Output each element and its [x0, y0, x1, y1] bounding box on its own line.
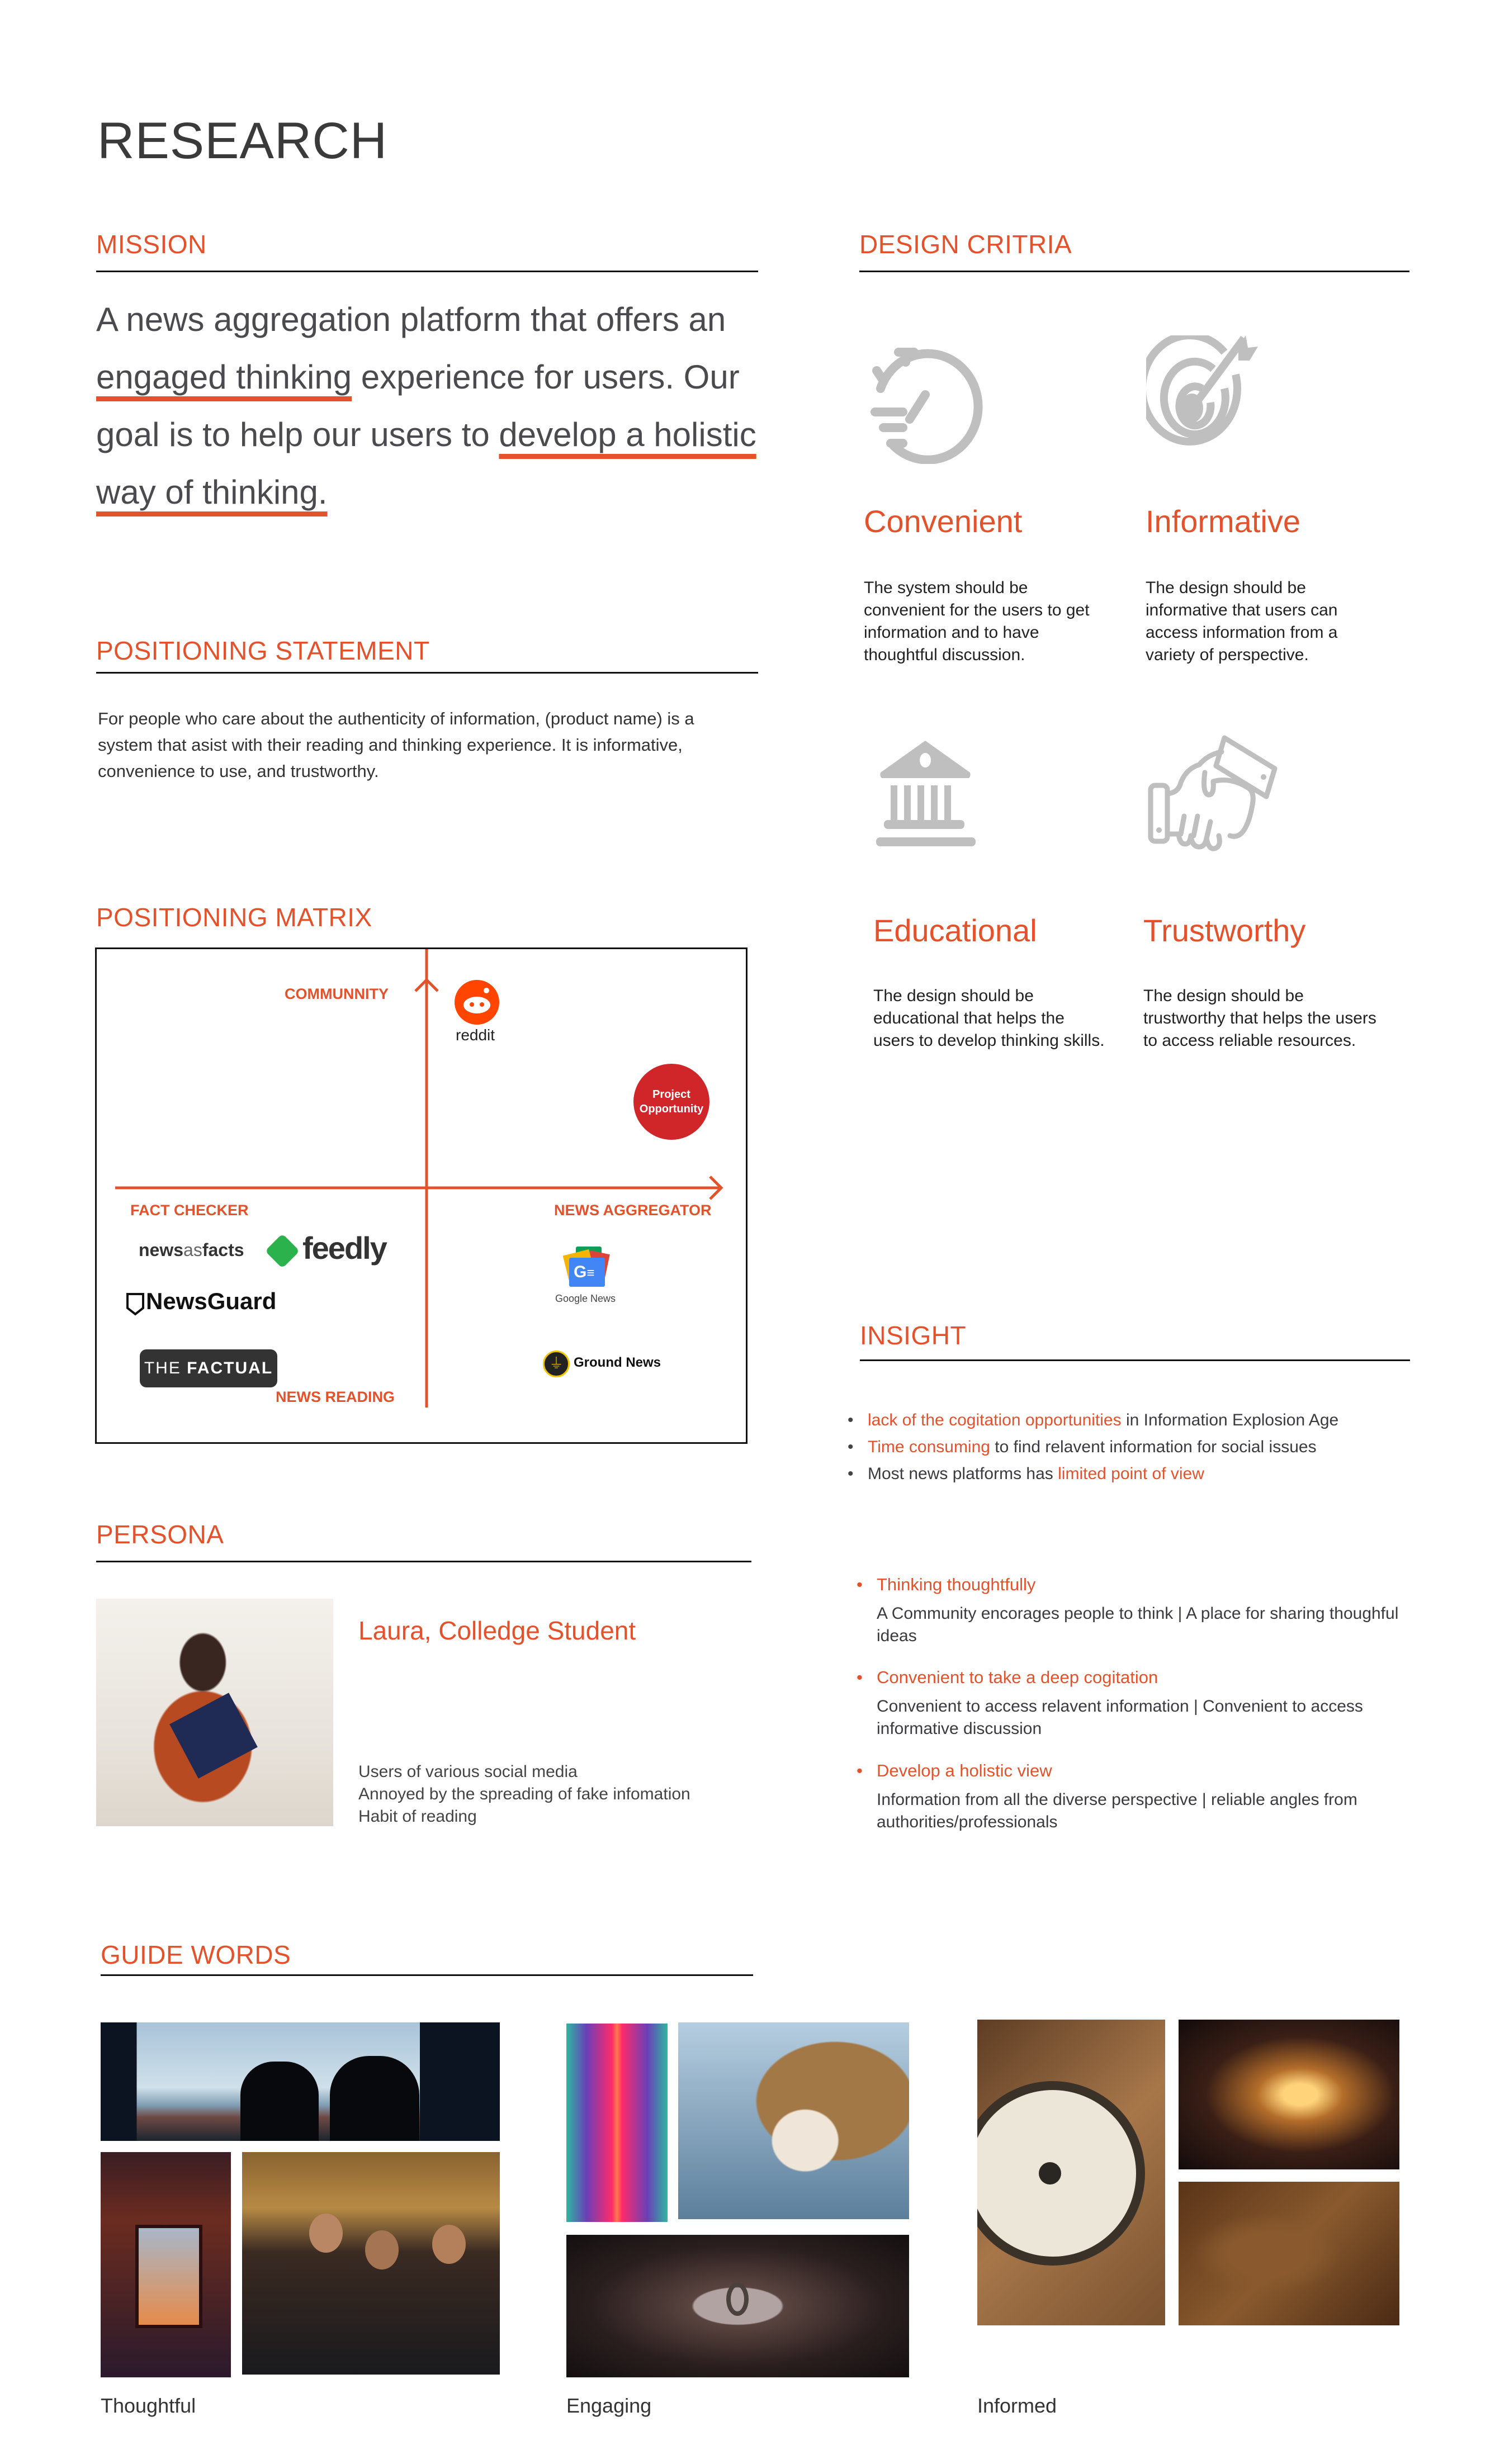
guide-image-audience: [242, 2152, 500, 2375]
insight-problem-item: [845, 1461, 1460, 1487]
guide-words-divider: [101, 1974, 753, 1976]
positioning-matrix-heading: POSITIONING MATRIX: [96, 903, 372, 932]
page-title: RESEARCH: [97, 112, 388, 169]
insight-problems-list: [845, 1407, 1460, 1487]
guide-image-owl: [678, 2022, 909, 2219]
benefit-title: • Thinking thoughtfully: [855, 1575, 1414, 1595]
guide-image-silhouettes: [101, 2022, 500, 2141]
criteria-desc-trustworthy: The design should be trustworthy that helps the users to access reliable resources.: [1143, 987, 1376, 1050]
insight-highlight: Time consuming: [868, 1438, 990, 1456]
insight-problem-item: [845, 1434, 1460, 1461]
insight-text: Most news platforms has: [868, 1465, 1058, 1483]
criteria-desc-convenient: The system should be convenient for the users to get information and to have thoughtful discussion.: [864, 579, 1090, 664]
criteria-title-informative: Informative: [1146, 504, 1300, 539]
criteria-desc-informative: The design should be informative that users can access information from a variety of perspective.: [1146, 579, 1338, 664]
benefit-desc: Information from all the diverse perspective | reliable angles from authorities/professionals: [877, 1790, 1357, 1831]
feedly-wordmark: feedly: [302, 1230, 386, 1266]
insight-problem-item: [845, 1407, 1460, 1434]
the-factual-logo: [140, 1349, 277, 1387]
axis-label-fact-checker: FACT CHECKER: [130, 1202, 249, 1219]
persona-divider: [96, 1561, 751, 1562]
benefit-item-thinking-thoughtfully: [855, 1575, 1414, 1647]
stopwatch-icon: [864, 335, 992, 464]
newsguard-wordmark: NewsGuard: [146, 1288, 277, 1314]
insight-heading: INSIGHT: [860, 1321, 967, 1350]
guide-words-heading: GUIDE WORDS: [101, 1940, 291, 1969]
criteria-title-educational: Educational: [873, 913, 1037, 948]
reddit-wordmark: reddit: [456, 1026, 495, 1044]
benefit-item-holistic-view: [855, 1761, 1414, 1833]
target-icon: [1146, 335, 1275, 464]
mission-text-1: A news aggregation platform that offers an: [96, 301, 726, 338]
mission-heading: MISSION: [96, 230, 207, 259]
persona-trait: Habit of reading: [358, 1807, 477, 1826]
insight-text: to find relavent information for social issues: [990, 1438, 1317, 1456]
ground-news-wordmark: Ground News: [574, 1355, 661, 1370]
guide-word-label: Engaging: [566, 2394, 652, 2417]
benefit-desc: Convenient to access relavent information | Convenient to access informative discussion: [877, 1697, 1363, 1738]
benefit-desc: A Community encorages people to think | A place for sharing thoughful ideas: [877, 1604, 1399, 1645]
institution-icon: [869, 738, 987, 850]
google-news-wordmark: Google News: [555, 1293, 616, 1304]
design-criteria-heading: DESIGN CRITRIA: [859, 230, 1072, 259]
newsasfacts-part-as: as: [183, 1240, 202, 1260]
mission-divider: [96, 271, 758, 272]
persona-trait: Annoyed by the spreading of fake infomation: [358, 1785, 690, 1803]
positioning-statement-heading: POSITIONING STATEMENT: [96, 636, 430, 665]
guide-image-library: [1179, 2182, 1399, 2325]
google-news-glyph: G: [574, 1263, 587, 1281]
project-opportunity-line2: Opportunity: [639, 1103, 704, 1115]
mission-highlight-engaged-thinking: engaged thinking: [96, 358, 352, 396]
persona-book-image: [169, 1693, 258, 1778]
positioning-statement-divider: [96, 672, 758, 674]
project-opportunity-marker: [633, 1064, 709, 1140]
persona-traits: [358, 1761, 690, 1828]
positioning-matrix: [95, 947, 748, 1444]
positioning-statement-text: For people who care about the authenticity of information, (product name) is a system that asist with their reading and thinking experience. It is informative, convenience to use, and trustworthy.: [98, 709, 694, 781]
newsguard-shield-icon: [126, 1292, 145, 1316]
persona-heading: PERSONA: [96, 1520, 224, 1549]
axis-label-news-reading: NEWS READING: [276, 1389, 395, 1405]
benefit-item-deep-cogitation: [855, 1667, 1414, 1740]
axis-label-news-aggregator: NEWS AGGREGATOR: [554, 1202, 712, 1219]
persona-photo: [96, 1599, 333, 1826]
reddit-logo-icon: [455, 980, 499, 1025]
benefit-title: • Convenient to take a deep cogitation: [855, 1667, 1414, 1688]
mission-highlight-holistic: develop a holistic way of thinking.: [96, 416, 756, 511]
google-news-logo-icon: G≡: [565, 1247, 609, 1289]
criteria-title-trustworthy: Trustworthy: [1143, 913, 1306, 948]
guide-image-compass: [977, 2020, 1165, 2325]
axis-label-community: COMMUNNITY: [285, 985, 389, 1002]
insight-text: in Information Explosion Age: [1121, 1411, 1339, 1429]
guide-image-window: [101, 2152, 231, 2377]
guide-image-neon-corridor: [566, 2024, 668, 2222]
newsasfacts-part-facts: facts: [202, 1240, 244, 1260]
project-opportunity-line1: Project: [652, 1088, 690, 1101]
persona-trait: Users of various social media: [358, 1762, 578, 1781]
criteria-desc-educational: The design should be educational that helps the users to develop thinking skills.: [873, 987, 1105, 1050]
criteria-title-convenient: Convenient: [864, 504, 1023, 539]
guide-image-tunnel: [566, 2235, 909, 2377]
newsasfacts-part-news: news: [139, 1240, 184, 1260]
handshake-icon: [1146, 732, 1291, 861]
the-factual-part-factual: FACTUAL: [187, 1359, 273, 1377]
guide-image-light-installation: [1179, 2020, 1399, 2169]
mission-statement: [96, 291, 767, 521]
design-criteria-divider: [859, 271, 1409, 272]
insight-highlight: lack of the cogitation opportunities: [868, 1411, 1122, 1429]
persona-name: Laura, Colledge Student: [358, 1616, 636, 1645]
ground-news-logo-icon: ⏚: [543, 1351, 570, 1377]
guide-word-label: Thoughtful: [101, 2394, 196, 2417]
the-factual-part-the: THE: [144, 1359, 181, 1377]
guide-word-label: Informed: [977, 2394, 1057, 2417]
insight-highlight: limited point of view: [1058, 1465, 1204, 1483]
mission-text-2: experience for users. Our goal is to help our users to: [96, 358, 740, 453]
benefit-title: • Develop a holistic view: [855, 1761, 1414, 1781]
newsasfacts-logo: [139, 1240, 244, 1261]
insight-divider: [860, 1359, 1410, 1361]
